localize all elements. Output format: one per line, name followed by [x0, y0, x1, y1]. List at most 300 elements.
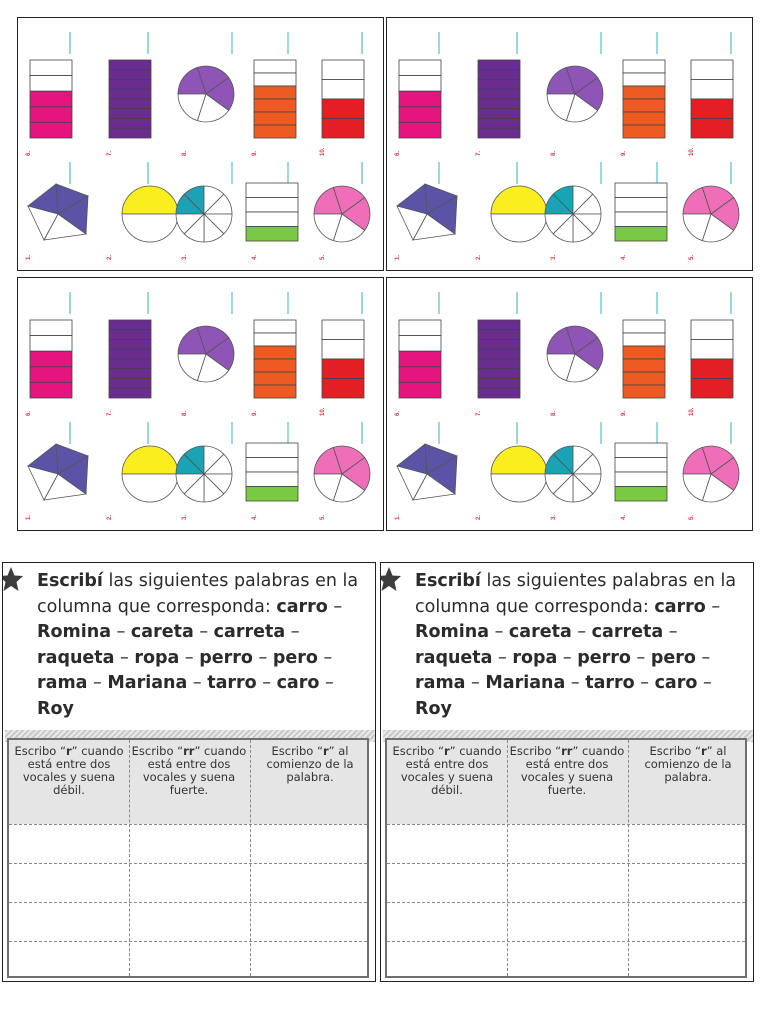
item-number: 1.	[395, 254, 401, 260]
word-mariana: Mariana	[107, 673, 188, 694]
item-number: 8.	[551, 410, 557, 416]
item-number: 2.	[476, 514, 482, 520]
word-carro: carro	[276, 596, 328, 617]
fraction-part	[478, 80, 520, 90]
fraction-figure-4	[615, 162, 667, 260]
fraction-part	[399, 76, 441, 92]
fraction-part	[246, 212, 298, 227]
fraction-part	[322, 340, 364, 360]
column-header-2	[507, 745, 627, 797]
item-number: 3.	[182, 254, 188, 260]
answer-cell[interactable]	[387, 942, 507, 979]
item-number: 4.	[621, 254, 627, 260]
item-number: 5.	[689, 254, 695, 260]
fraction-part	[478, 359, 520, 369]
fraction-figure-3	[176, 422, 232, 520]
fraction-part	[30, 107, 72, 123]
fraction-part	[30, 351, 72, 367]
header-letters: r	[65, 744, 72, 758]
fraction-part	[691, 119, 733, 139]
fraction-part	[623, 60, 665, 73]
fraction-part	[254, 346, 296, 359]
fraction-part	[399, 367, 441, 383]
fraction-part	[322, 80, 364, 100]
fraction-figure-6	[26, 292, 72, 416]
word-separator: –	[87, 673, 108, 694]
fraction-part	[254, 86, 296, 99]
word-carreta: carreta	[213, 622, 286, 643]
item-number: 10.	[320, 147, 326, 156]
item-number: 4.	[252, 254, 258, 260]
fraction-part	[478, 109, 520, 119]
column-header-1	[387, 745, 507, 797]
fraction-part	[615, 227, 667, 242]
header-letters: r	[322, 744, 329, 758]
word-tarro: tarro	[585, 673, 635, 694]
item-number: 9.	[621, 410, 627, 416]
header-letters: r	[443, 744, 450, 758]
fraction-figure-3	[545, 422, 601, 520]
word-perro: perro	[577, 647, 631, 668]
word-separator: –	[114, 647, 135, 668]
fraction-part	[30, 382, 72, 398]
item-number: 5.	[689, 514, 695, 520]
fraction-figure-4	[246, 422, 298, 520]
answer-cell[interactable]	[250, 864, 367, 901]
fraction-part	[623, 112, 665, 125]
fraction-figure-5	[683, 162, 739, 260]
answer-cell[interactable]	[628, 864, 745, 901]
fraction-part	[322, 320, 364, 340]
fraction-part	[322, 119, 364, 139]
fraction-part	[691, 80, 733, 100]
fraction-part	[109, 70, 151, 80]
fraction-figure-6	[395, 292, 441, 416]
fraction-part	[109, 340, 151, 350]
fraction-part	[623, 372, 665, 385]
fraction-part	[254, 112, 296, 125]
fraction-part	[322, 60, 364, 80]
word-mariana: Mariana	[485, 673, 566, 694]
fraction-part	[254, 333, 296, 346]
fraction-part	[254, 125, 296, 138]
fraction-part	[478, 70, 520, 80]
answer-cell[interactable]	[507, 864, 627, 901]
fraction-part	[623, 385, 665, 398]
header-suffix: ” cuando está entre dos vocales y suena fuerte.	[142, 744, 247, 797]
item-number: 1.	[395, 514, 401, 520]
fraction-figure-1	[395, 162, 457, 260]
fraction-part	[478, 369, 520, 379]
fraction-figure-4	[615, 422, 667, 520]
fraction-figure-9	[252, 292, 296, 416]
answer-cell[interactable]	[9, 942, 129, 979]
fraction-figure-1	[26, 162, 88, 260]
fraction-part	[478, 99, 520, 109]
fraction-figure-8	[178, 292, 234, 416]
item-number: 8.	[551, 150, 557, 156]
spelling-worksheet-1	[2, 562, 376, 982]
header-prefix: Escribo “	[271, 744, 323, 758]
fraction-part	[691, 60, 733, 80]
item-number: 3.	[551, 514, 557, 520]
fraction-part	[491, 474, 547, 502]
fraction-figure-7	[476, 32, 520, 156]
fraction-part	[246, 487, 298, 502]
fraction-part	[254, 372, 296, 385]
column-header-3	[250, 745, 370, 784]
word-tarro: tarro	[207, 673, 257, 694]
fraction-part	[623, 73, 665, 86]
fraction-part	[254, 320, 296, 333]
item-number: 4.	[621, 514, 627, 520]
fraction-part	[30, 60, 72, 76]
item-number: 2.	[107, 514, 113, 520]
fraction-part	[109, 369, 151, 379]
fraction-part	[109, 89, 151, 99]
answer-cell[interactable]	[250, 942, 367, 979]
answer-cell[interactable]	[250, 825, 367, 862]
fraction-part	[109, 109, 151, 119]
fraction-part	[399, 336, 441, 352]
fraction-part	[254, 359, 296, 372]
fraction-part	[30, 367, 72, 383]
word-pero: pero	[650, 647, 696, 668]
column-header-2	[129, 745, 249, 797]
fraction-part	[246, 458, 298, 473]
fraction-part	[109, 80, 151, 90]
fraction-figure-9	[621, 32, 665, 156]
fraction-part	[691, 99, 733, 119]
fraction-part	[478, 89, 520, 99]
fraction-card-1	[17, 17, 384, 271]
answer-cell[interactable]	[628, 903, 745, 940]
item-number: 3.	[182, 514, 188, 520]
star-icon	[2, 565, 25, 593]
word-separator: –	[492, 647, 513, 668]
fraction-part	[491, 186, 547, 214]
fraction-part	[615, 472, 667, 487]
fraction-part	[246, 443, 298, 458]
item-number: 9.	[621, 150, 627, 156]
fraction-part	[615, 458, 667, 473]
fraction-part	[623, 359, 665, 372]
fraction-part	[109, 379, 151, 389]
fraction-figure-7	[476, 292, 520, 416]
column-header-1	[9, 745, 129, 797]
fraction-part	[478, 379, 520, 389]
word-separator: –	[705, 596, 721, 617]
fraction-part	[478, 330, 520, 340]
fraction-figure-5	[683, 422, 739, 520]
fraction-figure-8	[547, 32, 603, 156]
fraction-part	[254, 385, 296, 398]
word-separator: –	[179, 647, 200, 668]
fraction-part	[109, 60, 151, 70]
fraction-figure-6	[395, 32, 441, 156]
item-number: 6.	[26, 410, 32, 416]
fraction-card-4	[386, 277, 753, 531]
fraction-figure-9	[252, 32, 296, 156]
fraction-part	[122, 474, 178, 502]
fraction-figure-4	[246, 162, 298, 260]
word-separator: –	[695, 647, 711, 668]
fraction-part	[491, 446, 547, 474]
fraction-part	[122, 186, 178, 214]
fraction-part	[623, 346, 665, 359]
item-number: 6.	[395, 410, 401, 416]
fraction-figure-5	[314, 422, 370, 520]
word-carro: carro	[654, 596, 706, 617]
fraction-part	[491, 214, 547, 242]
word-separator: –	[111, 622, 131, 643]
word-separator: –	[187, 673, 208, 694]
fraction-figure-2	[107, 422, 178, 520]
word-caro: caro	[654, 673, 698, 694]
fraction-part	[109, 119, 151, 129]
fraction-part	[109, 388, 151, 398]
header-suffix: ” cuando está entre dos vocales y suena fuerte.	[520, 744, 625, 797]
header-prefix: Escribo “	[131, 744, 184, 758]
word-carreta: carreta	[591, 622, 664, 643]
fraction-part	[399, 382, 441, 398]
word-rama: rama	[415, 673, 466, 694]
word-separator: –	[634, 673, 655, 694]
word-separator: –	[327, 596, 343, 617]
fraction-part	[322, 359, 364, 379]
table-header	[9, 740, 367, 824]
fraction-part	[691, 320, 733, 340]
fraction-figure-3	[545, 162, 601, 260]
answer-cell[interactable]	[9, 864, 129, 901]
fraction-part	[478, 349, 520, 359]
header-prefix: Escribo “	[649, 744, 701, 758]
item-number: 10.	[320, 407, 326, 416]
answer-cell[interactable]	[507, 903, 627, 940]
fraction-part	[246, 183, 298, 198]
fraction-part	[399, 60, 441, 76]
item-number: 2.	[476, 254, 482, 260]
word-separator: –	[489, 622, 509, 643]
fraction-figure-1	[26, 422, 88, 520]
item-number: 4.	[252, 514, 258, 520]
word-separator: –	[663, 622, 678, 643]
word-caro: caro	[276, 673, 320, 694]
fraction-part	[478, 119, 520, 129]
fraction-part	[623, 320, 665, 333]
item-number: 8.	[182, 150, 188, 156]
fraction-part	[615, 443, 667, 458]
header-suffix: ” al comienzo de la palabra.	[266, 744, 354, 784]
answer-cell[interactable]	[387, 825, 507, 862]
word-separator: –	[465, 673, 486, 694]
answer-table	[7, 738, 369, 978]
fraction-part	[615, 487, 667, 502]
header-prefix: Escribo “	[392, 744, 444, 758]
answer-cell[interactable]	[507, 942, 627, 979]
fraction-part	[691, 379, 733, 399]
item-number: 5.	[320, 514, 326, 520]
word-ropa: ropa	[512, 647, 558, 668]
fraction-figure-1	[395, 422, 457, 520]
fraction-part	[254, 73, 296, 86]
fraction-card-2	[386, 17, 753, 271]
item-number: 6.	[395, 150, 401, 156]
fraction-figure-2	[476, 162, 547, 260]
word-ropa: ropa	[134, 647, 180, 668]
instruction-verb: Escribí	[415, 571, 481, 591]
word-roy: Roy	[37, 698, 74, 719]
fraction-part	[109, 359, 151, 369]
word-separator: –	[252, 647, 273, 668]
word-romina: Romina	[415, 622, 489, 643]
table-header	[387, 740, 745, 824]
word-separator: –	[557, 647, 578, 668]
answer-cell[interactable]	[250, 903, 367, 940]
instruction-text	[37, 569, 373, 723]
fraction-part	[623, 333, 665, 346]
instruction-intro: las siguientes palabras en la columna que corresponda:	[415, 571, 737, 617]
fraction-figure-10	[689, 32, 733, 156]
fraction-figure-10	[320, 32, 364, 156]
item-number: 7.	[476, 410, 482, 416]
fraction-part	[399, 122, 441, 138]
fraction-part	[109, 349, 151, 359]
word-rama: rama	[37, 673, 88, 694]
item-number: 9.	[252, 150, 258, 156]
item-number: 5.	[320, 254, 326, 260]
item-number: 10.	[689, 147, 695, 156]
header-suffix: ” cuando está entre dos vocales y suena débil.	[22, 744, 124, 797]
spelling-worksheet-2	[380, 562, 754, 982]
fraction-figure-8	[178, 32, 234, 156]
word-separator: –	[571, 622, 592, 643]
answer-cell[interactable]	[129, 825, 249, 862]
word-separator: –	[565, 673, 586, 694]
column-header-3	[628, 745, 748, 784]
fraction-part	[478, 320, 520, 330]
fraction-part	[691, 340, 733, 360]
answer-table	[385, 738, 747, 978]
fraction-part	[623, 99, 665, 112]
item-number: 7.	[107, 150, 113, 156]
answer-cell[interactable]	[387, 864, 507, 901]
header-suffix: ” cuando está entre dos vocales y suena débil.	[400, 744, 502, 797]
fraction-figure-2	[107, 162, 178, 260]
word-separator: –	[317, 647, 333, 668]
fraction-part	[478, 128, 520, 138]
fraction-figure-9	[621, 292, 665, 416]
fraction-part	[122, 214, 178, 242]
fraction-part	[109, 320, 151, 330]
fraction-figure-3	[176, 162, 232, 260]
fraction-figure-7	[107, 32, 151, 156]
item-number: 9.	[252, 410, 258, 416]
item-number: 1.	[26, 254, 32, 260]
fraction-part	[246, 472, 298, 487]
fraction-part	[109, 330, 151, 340]
fraction-part	[478, 388, 520, 398]
fraction-part	[246, 198, 298, 213]
header-letters: r	[700, 744, 707, 758]
word-separator: –	[697, 673, 712, 694]
answer-cell[interactable]	[129, 942, 249, 979]
fraction-part	[615, 198, 667, 213]
fraction-figure-5	[314, 162, 370, 260]
fraction-part	[399, 107, 441, 123]
item-number: 2.	[107, 254, 113, 260]
answer-cell[interactable]	[628, 825, 745, 862]
item-number: 1.	[26, 514, 32, 520]
answer-cell[interactable]	[129, 864, 249, 901]
answer-cell[interactable]	[628, 942, 745, 979]
instruction-intro: las siguientes palabras en la columna que corresponda:	[37, 571, 359, 617]
word-separator: –	[285, 622, 300, 643]
answer-cell[interactable]	[387, 903, 507, 940]
instruction-text	[415, 569, 751, 723]
answer-cell[interactable]	[507, 825, 627, 862]
fraction-figure-6	[26, 32, 72, 156]
answer-cell[interactable]	[129, 903, 249, 940]
fraction-part	[30, 336, 72, 352]
fraction-figure-10	[689, 292, 733, 416]
fraction-part	[478, 340, 520, 350]
item-number: 6.	[26, 150, 32, 156]
fraction-figure-2	[476, 422, 547, 520]
item-number: 10.	[689, 407, 695, 416]
word-pero: pero	[272, 647, 318, 668]
star-icon	[380, 565, 403, 593]
header-letters: rr	[183, 744, 195, 758]
fraction-part	[478, 60, 520, 70]
word-careta: careta	[508, 622, 572, 643]
fraction-part	[254, 99, 296, 112]
item-number: 3.	[551, 254, 557, 260]
fraction-part	[246, 227, 298, 242]
answer-cell[interactable]	[9, 903, 129, 940]
word-separator: –	[319, 673, 334, 694]
fraction-part	[615, 212, 667, 227]
fraction-part	[399, 351, 441, 367]
word-romina: Romina	[37, 622, 111, 643]
word-raqueta: raqueta	[415, 647, 493, 668]
fraction-part	[623, 86, 665, 99]
fraction-part	[322, 379, 364, 399]
fraction-card-3	[17, 277, 384, 531]
word-careta: careta	[130, 622, 194, 643]
word-separator: –	[193, 622, 214, 643]
answer-cell[interactable]	[9, 825, 129, 862]
word-separator: –	[256, 673, 277, 694]
word-raqueta: raqueta	[37, 647, 115, 668]
item-number: 8.	[182, 410, 188, 416]
fraction-figure-10	[320, 292, 364, 416]
item-number: 7.	[476, 150, 482, 156]
fraction-figure-8	[547, 292, 603, 416]
fraction-part	[691, 359, 733, 379]
word-separator: –	[630, 647, 651, 668]
fraction-part	[399, 320, 441, 336]
header-prefix: Escribo “	[14, 744, 66, 758]
fraction-figure-7	[107, 292, 151, 416]
fraction-part	[30, 122, 72, 138]
fraction-part	[30, 91, 72, 107]
fraction-part	[322, 99, 364, 119]
header-suffix: ” al comienzo de la palabra.	[644, 744, 732, 784]
fraction-part	[109, 99, 151, 109]
header-letters: rr	[561, 744, 573, 758]
word-roy: Roy	[415, 698, 452, 719]
